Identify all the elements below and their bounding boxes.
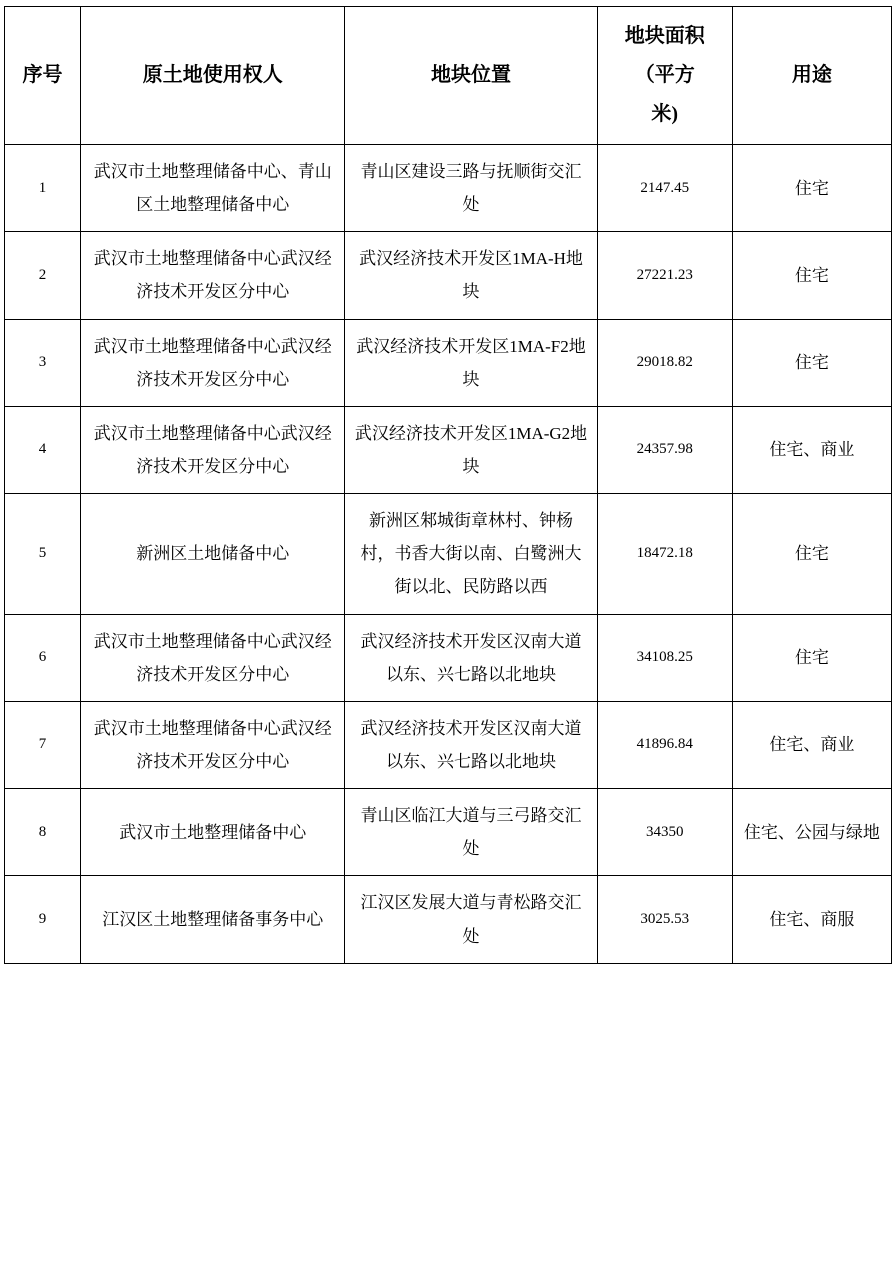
- cell-index: 2: [5, 232, 81, 319]
- cell-index: 4: [5, 406, 81, 493]
- cell-use: 住宅、商业: [732, 406, 891, 493]
- cell-area: 29018.82: [597, 319, 732, 406]
- cell-location: 新洲区邾城街章林村、钟杨村，书香大街以南、白鹭洲大街以北、民防路以西: [345, 494, 597, 614]
- column-header-use: 用途: [732, 7, 891, 145]
- cell-holder: 武汉市土地整理储备中心武汉经济技术开发区分中心: [81, 406, 345, 493]
- cell-area: 3025.53: [597, 876, 732, 963]
- cell-use: 住宅: [732, 145, 891, 232]
- cell-holder: 江汉区土地整理储备事务中心: [81, 876, 345, 963]
- column-header-area-line2: （平方: [634, 64, 695, 86]
- cell-location: 青山区建设三路与抚顺街交汇处: [345, 145, 597, 232]
- cell-location: 江汉区发展大道与青松路交汇处: [345, 876, 597, 963]
- cell-use: 住宅: [732, 319, 891, 406]
- cell-area: 34108.25: [597, 614, 732, 701]
- cell-area: 2147.45: [597, 145, 732, 232]
- cell-use: 住宅、商业: [732, 701, 891, 788]
- cell-use: 住宅: [732, 232, 891, 319]
- table-row: [5, 494, 892, 614]
- cell-holder: 武汉市土地整理储备中心武汉经济技术开发区分中心: [81, 319, 345, 406]
- table-row: [5, 145, 892, 232]
- cell-location: 武汉经济技术开发区1MA-F2地块: [345, 319, 597, 406]
- cell-area: 18472.18: [597, 494, 732, 614]
- cell-index: 3: [5, 319, 81, 406]
- cell-index: 6: [5, 614, 81, 701]
- table-row: [5, 876, 892, 963]
- land-reserve-table: [4, 6, 892, 964]
- cell-holder: 武汉市土地整理储备中心武汉经济技术开发区分中心: [81, 232, 345, 319]
- cell-holder: 新洲区土地储备中心: [81, 494, 345, 614]
- cell-location: 武汉经济技术开发区1MA-G2地块: [345, 406, 597, 493]
- cell-location: 武汉经济技术开发区汉南大道以东、兴七路以北地块: [345, 701, 597, 788]
- table-header-row: [5, 7, 892, 145]
- table-header: [5, 7, 892, 145]
- cell-use: 住宅: [732, 614, 891, 701]
- cell-holder: 武汉市土地整理储备中心武汉经济技术开发区分中心: [81, 701, 345, 788]
- cell-index: 1: [5, 145, 81, 232]
- cell-index: 8: [5, 789, 81, 876]
- table-body: [5, 145, 892, 964]
- column-header-area-line1: 地块面积: [624, 25, 705, 47]
- cell-holder: 武汉市土地整理储备中心、青山区土地整理储备中心: [81, 145, 345, 232]
- column-header-location: 地块位置: [345, 7, 597, 145]
- cell-location: 武汉经济技术开发区1MA-H地块: [345, 232, 597, 319]
- column-header-index: 序号: [5, 7, 81, 145]
- cell-area: 41896.84: [597, 701, 732, 788]
- cell-use: 住宅、公园与绿地: [732, 789, 891, 876]
- cell-area: 24357.98: [597, 406, 732, 493]
- cell-holder: 武汉市土地整理储备中心武汉经济技术开发区分中心: [81, 614, 345, 701]
- table-row: [5, 232, 892, 319]
- cell-index: 9: [5, 876, 81, 963]
- cell-use: 住宅: [732, 494, 891, 614]
- column-header-area-line3: 米): [651, 103, 679, 125]
- table-row: [5, 319, 892, 406]
- cell-index: 5: [5, 494, 81, 614]
- cell-index: 7: [5, 701, 81, 788]
- cell-use: 住宅、商服: [732, 876, 891, 963]
- cell-area: 34350: [597, 789, 732, 876]
- cell-holder: 武汉市土地整理储备中心: [81, 789, 345, 876]
- table-row: [5, 406, 892, 493]
- table-row: [5, 614, 892, 701]
- table-row: [5, 789, 892, 876]
- cell-location: 武汉经济技术开发区汉南大道以东、兴七路以北地块: [345, 614, 597, 701]
- table-row: [5, 701, 892, 788]
- cell-location: 青山区临江大道与三弓路交汇处: [345, 789, 597, 876]
- column-header-holder: 原土地使用权人: [81, 7, 345, 145]
- cell-area: 27221.23: [597, 232, 732, 319]
- column-header-area: [597, 7, 732, 145]
